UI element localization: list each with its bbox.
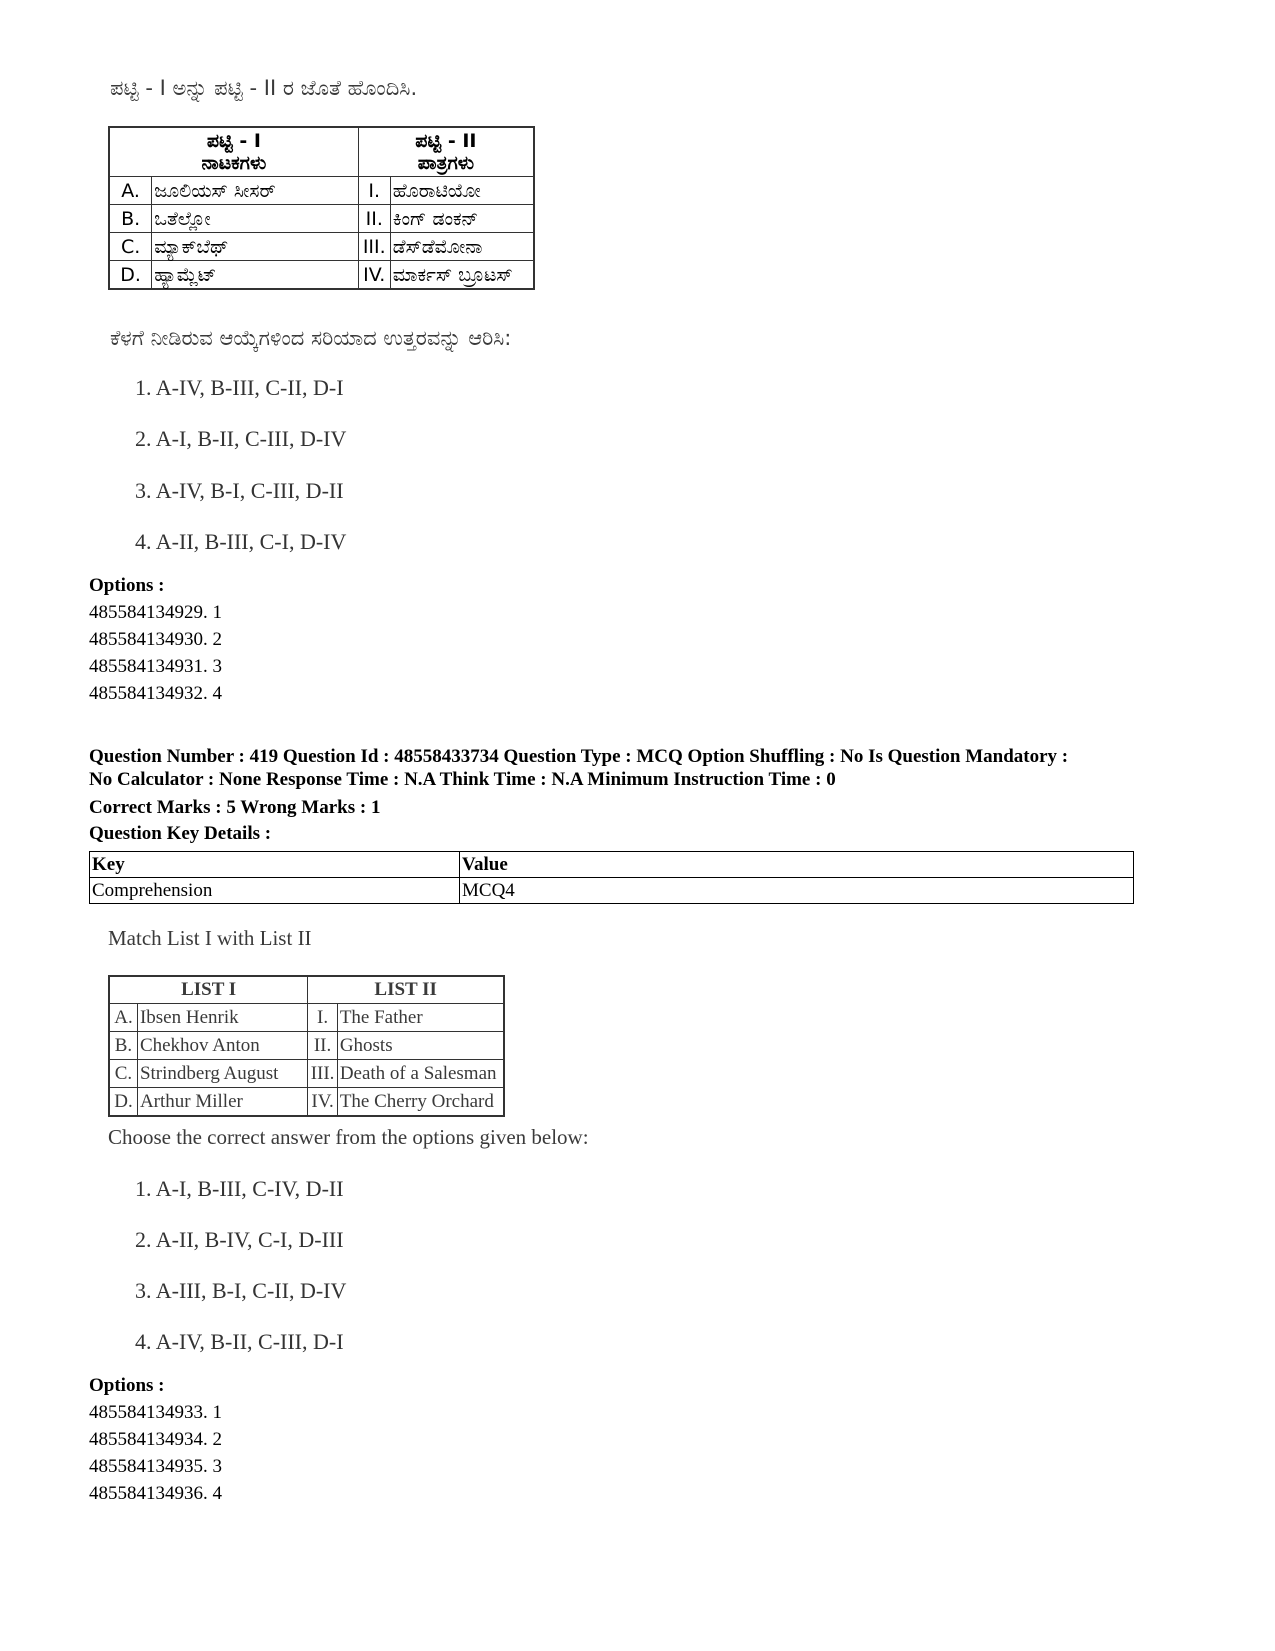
list1-header: LIST I <box>109 976 308 1004</box>
answer-choice-2: 2. A-I, B-II, C-III, D-IV <box>135 426 347 451</box>
match-table <box>108 975 505 1117</box>
table-row: D. ಹ್ಯಾಮ್ಲೆಟ್ IV. ಮಾರ್ಕಸ್ ಬ್ರೂಟಸ್ <box>109 261 534 290</box>
table-row: A. ಜೂಲಿಯಸ್ ಸೀಸರ್ I. ಹೊರಾಟಿಯೋ <box>109 177 534 205</box>
option-id: 485584134935. 3 <box>89 1456 222 1477</box>
match-table-kannada <box>108 126 535 290</box>
answer-choice-1: 1. A-I, B-III, C-IV, D-II <box>135 1176 344 1201</box>
key-details-table <box>89 851 1134 904</box>
answer-choice-3: 3. A-IV, B-I, C-III, D-II <box>135 478 344 503</box>
options-label: Options : <box>89 575 165 596</box>
option-id: 485584134936. 4 <box>89 1483 222 1504</box>
question-meta-line-1: Question Number : 419 Question Id : 48558433734 Question Type : MCQ Option Shuffling : No Is Question Mandatory : <box>89 746 1069 767</box>
table-row: B. Chekhov Anton II. Ghosts <box>109 1032 504 1060</box>
table-row: C. Strindberg August III. Death of a Salesman <box>109 1060 504 1088</box>
option-id: 485584134931. 3 <box>89 656 222 677</box>
answer-choice-2: 2. A-II, B-IV, C-I, D-III <box>135 1227 344 1252</box>
option-id: 485584134933. 1 <box>89 1402 222 1423</box>
choose-prompt: Choose the correct answer from the options given below: <box>108 1125 589 1149</box>
key-cell: Comprehension <box>90 878 460 904</box>
answer-choice-3: 3. A-III, B-I, C-II, D-IV <box>135 1278 347 1303</box>
list2-header: ಪಟ್ಟಿ - II ಪಾತ್ರಗಳು <box>358 127 534 177</box>
answer-choice-1: 1. A-IV, B-III, C-II, D-I <box>135 375 344 400</box>
list2-header: LIST II <box>308 976 504 1004</box>
option-id: 485584134934. 2 <box>89 1429 222 1450</box>
answer-choice-4: 4. A-II, B-III, C-I, D-IV <box>135 529 347 554</box>
value-header: Value <box>460 852 1134 878</box>
question-instruction: Match List I with List II <box>108 926 312 950</box>
table-row: C. ಮ್ಯಾಕ್‌ಬೆಥ್ III. ಡೆಸ್‌ಡೆಮೋನಾ <box>109 233 534 261</box>
question-instruction-kannada: ಪಟ್ಟಿ - I ಅನ್ನು ಪಟ್ಟಿ - II ರ ಜೊತೆ ಹೊಂದಿಸಿ. <box>110 76 418 100</box>
key-header: Key <box>90 852 460 878</box>
table-row: B. ಒತೆಲ್ಲೋ II. ಕಿಂಗ್ ಡಂಕನ್ <box>109 205 534 233</box>
list1-header: ಪಟ್ಟಿ - I ನಾಟಕಗಳು <box>109 127 358 177</box>
answer-choice-4: 4. A-IV, B-II, C-III, D-I <box>135 1329 344 1354</box>
value-cell: MCQ4 <box>460 878 1134 904</box>
table-row: D. Arthur Miller IV. The Cherry Orchard <box>109 1088 504 1117</box>
marks-line: Correct Marks : 5 Wrong Marks : 1 <box>89 797 381 818</box>
option-id: 485584134930. 2 <box>89 629 222 650</box>
key-details-label: Question Key Details : <box>89 823 272 844</box>
table-row: A. Ibsen Henrik I. The Father <box>109 1004 504 1032</box>
option-id: 485584134932. 4 <box>89 683 222 704</box>
options-label: Options : <box>89 1375 165 1396</box>
option-id: 485584134929. 1 <box>89 602 222 623</box>
question-meta-line-2: No Calculator : None Response Time : N.A Think Time : N.A Minimum Instruction Time : 0 <box>89 769 836 790</box>
choose-prompt-kannada: ಕೆಳಗೆ ನೀಡಿರುವ ಆಯ್ಕೆಗಳಿಂದ ಸರಿಯಾದ ಉತ್ತರವನ್ನು ಆರಿಸಿ: <box>110 326 512 350</box>
